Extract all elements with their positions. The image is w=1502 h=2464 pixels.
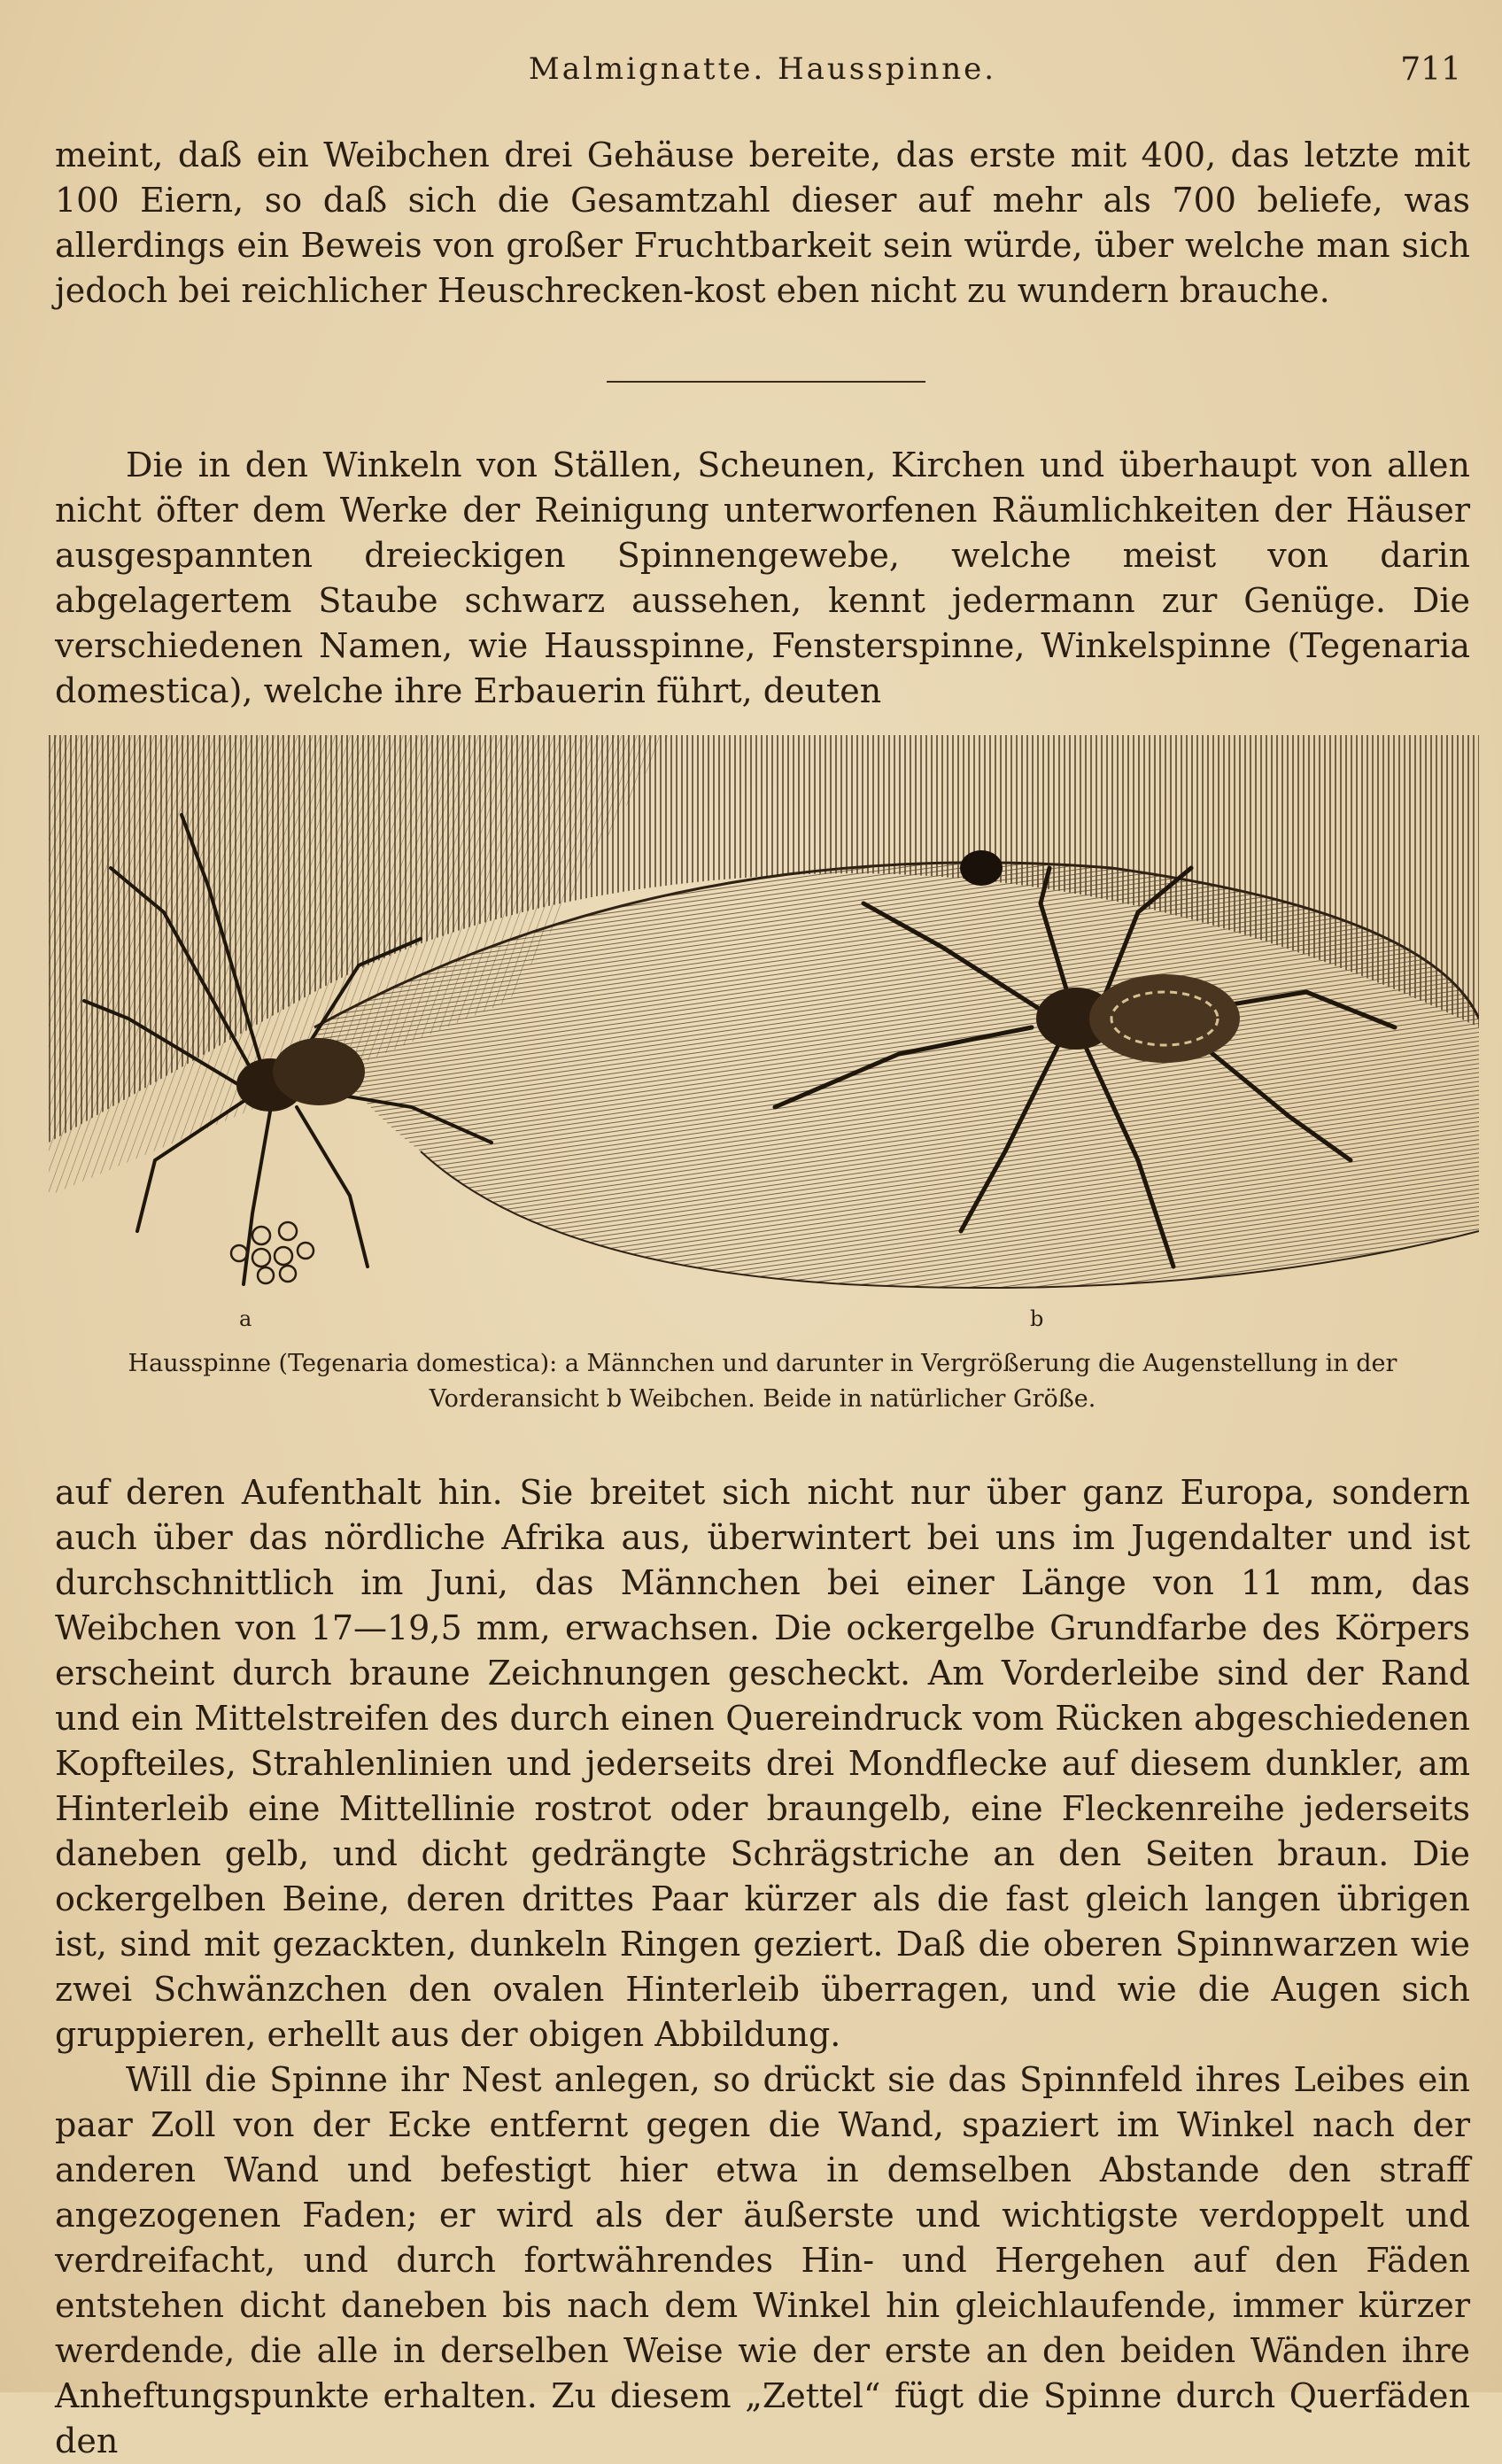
figure-caption: Hausspinne (Tegenaria domestica): a Männchen und darunter in Vergrößerung die Augenstellung in der Vorderansicht b Weibchen. Beide in natürlicher Größe.: [128, 1350, 1397, 1413]
section-divider: [607, 381, 925, 383]
paragraph-text: Die in den Winkeln von Ställen, Scheunen, Kirchen und überhaupt von allen nicht öfter dem Werke der Reinigung unterworfenen Räumlichkeiten der Häuser ausgespannten dreieckigen Spinnengewebe, welche meist von darin abgelagertem Staube schwarz aussehen, kennt jedermann zur Genüge. Die verschiedenen Namen, wie Hausspinne, Fensterspinne, Winkelspinne (Tegenaria domestica), welche ihre Erbauerin führt, deuten: [55, 446, 1470, 710]
paragraph-text: Will die Spinne ihr Nest anlegen, so drückt sie das Spinnfeld ihres Leibes ein paar Zoll von der Ecke entfernt gegen die Wand, spaziert im Winkel nach der anderen Wand und befestigt hier etwa in demselben Abstande den straff angezogenen Faden; er wird als der äußerste und wichtigste verdoppelt und verdreifacht, und durch fortwährendes Hin- und Hergehen auf den Fäden entstehen dicht daneben bis nach dem Winkel hin gleichlaufende, immer kürzer werdende, die alle in derselben Weise wie der erste an den beiden Wänden ihre Anheftungspunkte erhalten. Zu diesem „Zettel“ fügt die Spinne durch Querfäden den: [55, 2060, 1470, 2460]
paragraph-description: [55, 1470, 1470, 2464]
page-number: 711: [1400, 51, 1461, 88]
paragraph-hausspinne-intro: [55, 443, 1470, 714]
paragraph-text: meint, daß ein Weibchen drei Gehäuse bereite, das erste mit 400, das letzte mit 100 Eiern, so daß sich die Gesamtzahl dieser auf mehr als 700 beliefe, was allerdings ein Beweis von großer Fruchtbarkeit sein würde, über welche man sich jedoch bei reichlicher Heuschrecken-kost eben nicht zu wundern brauche.: [55, 136, 1470, 310]
paragraph-continued: [55, 133, 1470, 314]
page-header: [55, 51, 1470, 96]
paragraph-text: auf deren Aufenthalt hin. Sie breitet sich nicht nur über ganz Europa, sondern auch über das nördliche Afrika aus, überwintert bei uns im Jugendalter und ist durchschnittlich im Juni, das Männchen bei einer Länge von 11 mm, das Weibchen von 17—19,5 mm, erwachsen. Die ockergelbe Grundfarbe des Körpers erscheint durch braune Zeichnungen gescheckt. Am Vorderleibe sind der Rand und ein Mittelstreifen des durch einen Quereindruck vom Rücken abgeschiedenen Kopfteiles, Strahlenlinien und jederseits drei Mondflecke auf diesem dunkler, am Hinterleib eine Mittellinie rostrot oder braungelb, eine Fleckenreihe jederseits daneben gelb, und dicht gedrängte Schrägstriche an den Seiten braun. Die ockergelben Beine, deren drittes Paar kürzer als die fast gleich langen übrigen ist, sind mit gezackten, dunkeln Ringen geziert. Daß die oberen Spinnwarzen wie zwei Schwänzchen den ovalen Hinterleib überragen, und wie die Augen sich gruppieren, erhellt aus der obigen Abbildung.: [55, 1473, 1470, 2054]
running-head: Malmignatte. Hausspinne.: [528, 51, 997, 87]
figure-label-b: b: [1030, 1306, 1044, 1331]
figure-label-a: a: [239, 1306, 252, 1331]
engraving-image: [49, 735, 1479, 1315]
spider-illustration: [49, 735, 1479, 1315]
